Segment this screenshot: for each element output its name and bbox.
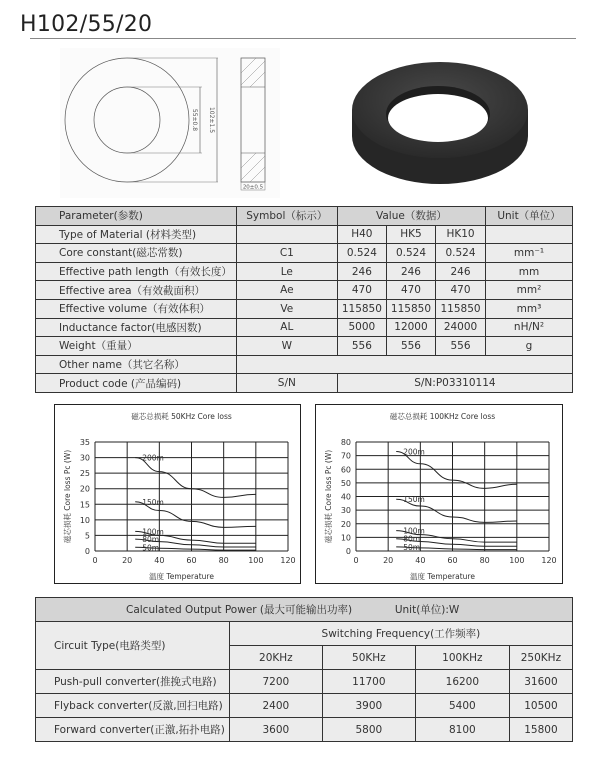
material-h40: H40 — [337, 225, 386, 244]
power-cell: 7200 — [229, 670, 322, 694]
table-row — [36, 225, 573, 244]
header-unit: Unit（单位） — [486, 207, 573, 226]
series-label-80mT: 80m — [142, 535, 160, 545]
param-label: Core constant(磁芯常数) — [36, 244, 237, 263]
table-row — [36, 244, 573, 263]
value-cell: 556 — [436, 337, 486, 356]
param-label: Weight（重量） — [36, 337, 237, 356]
symbol-cell: C1 — [236, 244, 337, 263]
param-label: Type of Material (材料类型) — [36, 225, 237, 244]
unit-cell: g — [486, 337, 573, 356]
y-tick-label: 15 — [79, 500, 90, 510]
table-row — [36, 355, 573, 374]
circuit-type: Push-pull converter(推挽式电路) — [36, 670, 230, 694]
value-cell: 0.524 — [436, 244, 486, 263]
power-cell: 3900 — [322, 694, 415, 718]
chart-title: 磁芯总损耗 50KHz Core loss — [131, 412, 232, 421]
series-label-100mT: 100m — [142, 527, 164, 537]
series-label-50mT: 50m — [142, 543, 160, 553]
chart-svg-100khz — [316, 405, 564, 585]
circuit-type: Forward converter(正激,拓扑电路) — [36, 718, 230, 742]
freq-250khz: 250KHz — [509, 646, 572, 670]
symbol-cell: W — [236, 337, 337, 356]
symbol-cell: S/N — [236, 374, 337, 393]
symbol-cell: Ve — [236, 299, 337, 318]
table-row — [36, 318, 573, 337]
y-tick-label: 10 — [79, 515, 90, 525]
value-cell: 115850 — [337, 299, 386, 318]
y-tick-label: 40 — [340, 492, 351, 502]
value-cell: 115850 — [386, 299, 435, 318]
power-cell: 10500 — [509, 694, 572, 718]
unit-cell: mm⁻¹ — [486, 244, 573, 263]
x-tick-label: 120 — [541, 556, 557, 565]
other-name-value — [236, 355, 572, 374]
table-row — [36, 337, 573, 356]
y-tick-label: 30 — [340, 506, 351, 516]
power-cell: 8100 — [415, 718, 509, 742]
param-label: Product code (产品编码) — [36, 374, 237, 393]
value-cell: 0.524 — [337, 244, 386, 263]
y-tick-label: 70 — [340, 451, 351, 461]
y-tick-label: 60 — [340, 465, 351, 475]
y-tick-label: 35 — [79, 438, 90, 447]
table-row — [36, 374, 573, 393]
value-cell: 556 — [337, 337, 386, 356]
unit-cell: nH/N² — [486, 318, 573, 337]
chart-title: 磁芯总损耗 100KHz Core loss — [389, 412, 496, 421]
power-cell: 3600 — [229, 718, 322, 742]
x-axis-label: 温度 Temperature — [410, 572, 475, 581]
y-tick-label: 25 — [79, 469, 90, 479]
circuit-type-header: Circuit Type(电路类型) — [36, 622, 230, 670]
toroid-core-photo — [330, 48, 550, 193]
value-cell: 470 — [386, 281, 435, 300]
table-header-row — [36, 207, 573, 226]
series-label-100mT: 100m — [403, 526, 425, 536]
x-tick-label: 40 — [154, 556, 165, 565]
power-cell: 2400 — [229, 694, 322, 718]
power-cell: 5400 — [415, 694, 509, 718]
x-tick-label: 0 — [353, 556, 359, 565]
chart-svg-50khz — [55, 405, 302, 585]
unit-cell — [486, 225, 573, 244]
power-cell: 31600 — [509, 670, 572, 694]
y-tick-label: 20 — [79, 484, 90, 494]
value-cell: 24000 — [436, 318, 486, 337]
table-row — [36, 299, 573, 318]
unit-cell: mm³ — [486, 299, 573, 318]
y-tick-label: 0 — [84, 547, 90, 556]
output-power-table — [35, 597, 573, 742]
series-label-150mT: 150m — [142, 497, 164, 507]
series-label-200mT: 200m — [403, 447, 425, 457]
power-cell: 16200 — [415, 670, 509, 694]
material-hk5: HK5 — [386, 225, 435, 244]
material-hk10: HK10 — [436, 225, 486, 244]
value-cell: 246 — [436, 262, 486, 281]
param-label: Effective volume（有效体积） — [36, 299, 237, 318]
x-tick-label: 100 — [509, 556, 525, 565]
symbol-cell: AL — [236, 318, 337, 337]
core-loss-chart-100khz — [315, 404, 563, 584]
inner-dimension-label: 55±0.8 — [191, 108, 198, 132]
series-label-80mT: 80m — [403, 534, 421, 544]
frequency-header-row — [36, 622, 573, 646]
power-title-row — [36, 598, 573, 622]
series-label-50mT: 50m — [403, 542, 421, 552]
switching-frequency-header: Switching Frequency(工作频率) — [229, 622, 572, 646]
x-tick-label: 20 — [122, 556, 133, 565]
x-tick-label: 0 — [92, 556, 98, 565]
height-dimension-label: 20±0.5 — [242, 184, 264, 191]
table-row — [36, 262, 573, 281]
y-tick-label: 5 — [84, 531, 90, 541]
symbol-cell: Le — [236, 262, 337, 281]
x-tick-label: 60 — [447, 556, 458, 565]
freq-20khz: 20KHz — [229, 646, 322, 670]
x-axis-label: 温度 Temperature — [149, 572, 214, 581]
power-table-title: Calculated Output Power (最大可能输出功率) — [126, 604, 353, 616]
outer-circle — [65, 58, 189, 182]
freq-100khz: 100KHz — [415, 646, 509, 670]
x-tick-label: 80 — [218, 556, 229, 565]
value-cell: 5000 — [337, 318, 386, 337]
header-parameter: Parameter(参数) — [36, 207, 237, 226]
series-label-150mT: 150m — [403, 495, 425, 505]
value-cell: 556 — [386, 337, 435, 356]
y-tick-label: 50 — [340, 478, 351, 488]
value-cell: 470 — [436, 281, 486, 300]
y-tick-label: 30 — [79, 453, 90, 463]
unit-cell: mm² — [486, 281, 573, 300]
power-cell: 5800 — [322, 718, 415, 742]
y-tick-label: 80 — [340, 438, 351, 447]
x-tick-label: 40 — [415, 556, 426, 565]
power-cell: 11700 — [322, 670, 415, 694]
table-row — [36, 670, 573, 694]
parameters-table — [35, 206, 573, 393]
y-axis-label: 磁芯损耗 Core loss Pc (W) — [324, 449, 333, 544]
symbol-cell: Ae — [236, 281, 337, 300]
unit-cell: mm — [486, 262, 573, 281]
product-code-value: S/N:P03310114 — [337, 374, 572, 393]
param-label: Effective area（有效截面积） — [36, 281, 237, 300]
freq-50khz: 50KHz — [322, 646, 415, 670]
y-axis-label: 磁芯损耗 Core loss Pc (W) — [63, 449, 72, 544]
title-divider — [30, 38, 576, 39]
table-row — [36, 694, 573, 718]
series-label-200mT: 200m — [142, 453, 164, 463]
x-tick-label: 60 — [186, 556, 197, 565]
y-tick-label: 10 — [340, 533, 351, 543]
header-symbol: Symbol（标示） — [236, 207, 337, 226]
value-cell: 246 — [337, 262, 386, 281]
symbol-cell — [236, 225, 337, 244]
series-line-200mT — [135, 458, 256, 498]
core-dimension-drawing — [60, 48, 280, 198]
table-row — [36, 718, 573, 742]
x-tick-label: 80 — [479, 556, 490, 565]
value-cell: 0.524 — [386, 244, 435, 263]
power-table-unit: Unit(单位):W — [394, 604, 460, 616]
param-label: Inductance factor(电感因数) — [36, 318, 237, 337]
y-tick-label: 0 — [345, 547, 351, 556]
x-tick-label: 120 — [280, 556, 296, 565]
value-cell: 246 — [386, 262, 435, 281]
page-title: H102/55/20 — [20, 12, 153, 37]
value-cell: 115850 — [436, 299, 486, 318]
value-cell: 12000 — [386, 318, 435, 337]
value-cell: 470 — [337, 281, 386, 300]
power-cell: 15800 — [509, 718, 572, 742]
param-label: Effective path length（有效长度） — [36, 262, 237, 281]
circuit-type: Flyback converter(反激,回扫电路) — [36, 694, 230, 718]
x-tick-label: 100 — [248, 556, 264, 565]
inner-circle — [94, 87, 160, 153]
side-section-view — [241, 58, 265, 191]
x-tick-label: 20 — [383, 556, 394, 565]
param-label: Other name（其它名称） — [36, 355, 237, 374]
core-loss-chart-50khz — [54, 404, 301, 584]
outer-dimension-label: 102±1.5 — [208, 106, 215, 134]
table-row — [36, 281, 573, 300]
header-value: Value（数据） — [337, 207, 485, 226]
y-tick-label: 20 — [340, 519, 351, 529]
